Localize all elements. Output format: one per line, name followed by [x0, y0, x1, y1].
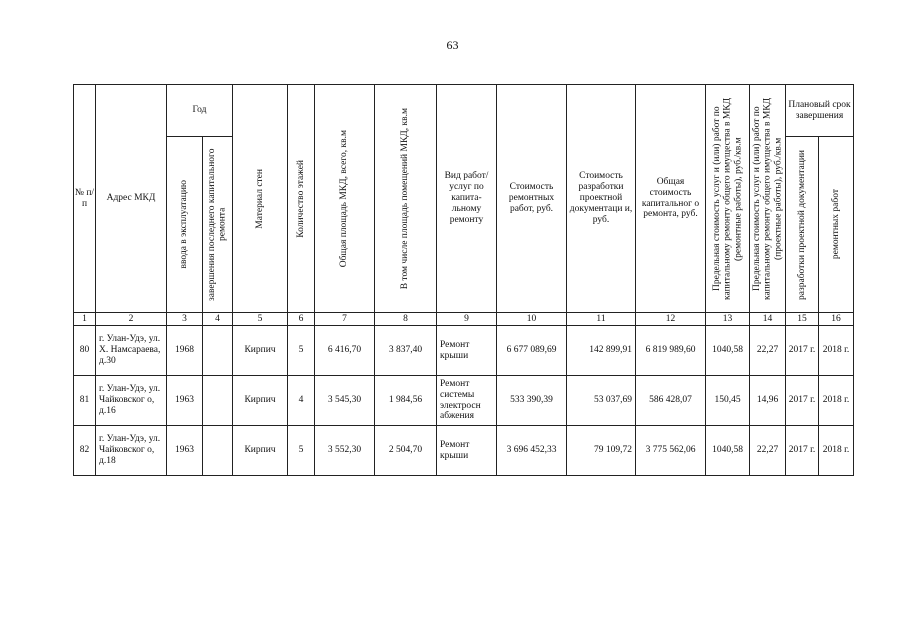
- header-limit-design: Предельная стоимость услуг и (или) работ по капитальному ремонту общего имущества в МКД (проектные работы), руб./кв.м: [750, 85, 786, 313]
- cell-total-area: 3 545,30: [315, 376, 375, 426]
- header-floors: Количество этажей: [288, 85, 315, 313]
- table-row: [74, 426, 854, 476]
- column-number: 8: [375, 313, 437, 326]
- cell-no: 81: [74, 376, 96, 426]
- header-no: № п/п: [74, 85, 96, 313]
- column-number: 10: [497, 313, 567, 326]
- cell-address: г. Улан-Удэ, ул. Х. Намсараева, д.30: [96, 326, 167, 376]
- header-planned-design: разработки проектной документации: [786, 137, 819, 313]
- header-planned-group: Плановый срок завершения: [786, 85, 854, 137]
- cell-repair-cost: 3 696 452,33: [497, 426, 567, 476]
- column-number: 12: [636, 313, 706, 326]
- column-number: 9: [437, 313, 497, 326]
- header-total-cost: Общая стоимость капитальног о ремонта, руб.: [636, 85, 706, 313]
- header-premises-area: В том числе площадь помещений МКД, кв.м: [375, 85, 437, 313]
- page-number: 63: [446, 38, 459, 52]
- cell-address: г. Улан-Удэ, ул. Чайковског о, д.16: [96, 376, 167, 426]
- cell-floors: 5: [288, 426, 315, 476]
- cell-planned-design: 2017 г.: [786, 376, 819, 426]
- cell-year-last-repair: [203, 376, 233, 426]
- cell-year-commission: 1968: [167, 326, 203, 376]
- cell-planned-design: 2017 г.: [786, 426, 819, 476]
- cell-work-type: Ремонт крыши: [437, 426, 497, 476]
- column-number: 4: [203, 313, 233, 326]
- cell-address: г. Улан-Удэ, ул. Чайковског о, д.18: [96, 426, 167, 476]
- cell-total-area: 3 552,30: [315, 426, 375, 476]
- cell-no: 82: [74, 426, 96, 476]
- cell-work-type: Ремонт крыши: [437, 326, 497, 376]
- cell-limit-repair: 150,45: [706, 376, 750, 426]
- cell-total-area: 6 416,70: [315, 326, 375, 376]
- header-wall-material: Материал стен: [233, 85, 288, 313]
- column-number: 13: [706, 313, 750, 326]
- cell-limit-design: 14,96: [750, 376, 786, 426]
- column-number: 5: [233, 313, 288, 326]
- column-number: 11: [567, 313, 636, 326]
- column-number: 14: [750, 313, 786, 326]
- header-total-area: Общая площадь МКД, всего, кв.м: [315, 85, 375, 313]
- cell-year-commission: 1963: [167, 376, 203, 426]
- cell-limit-design: 22,27: [750, 426, 786, 476]
- cell-year-last-repair: [203, 426, 233, 476]
- cell-total-cost: 6 819 989,60: [636, 326, 706, 376]
- cell-design-cost: 142 899,91: [567, 326, 636, 376]
- column-number: 7: [315, 313, 375, 326]
- cell-design-cost: 79 109,72: [567, 426, 636, 476]
- header-address: Адрес МКД: [96, 85, 167, 313]
- cell-wall-material: Кирпич: [233, 326, 288, 376]
- cell-planned-design: 2017 г.: [786, 326, 819, 376]
- header-work-type: Вид работ/ услуг по капита-льному ремонту: [437, 85, 497, 313]
- cell-year-commission: 1963: [167, 426, 203, 476]
- cell-total-cost: 586 428,07: [636, 376, 706, 426]
- header-year-commission: ввода в эксплуатацию: [167, 137, 203, 313]
- column-number: 1: [74, 313, 96, 326]
- column-numbers-row: [74, 313, 854, 326]
- cell-wall-material: Кирпич: [233, 426, 288, 476]
- cell-floors: 5: [288, 326, 315, 376]
- cell-premises-area: 3 837,40: [375, 326, 437, 376]
- cell-limit-repair: 1040,58: [706, 326, 750, 376]
- cell-repair-cost: 6 677 089,69: [497, 326, 567, 376]
- table-row: [74, 326, 854, 376]
- cell-total-cost: 3 775 562,06: [636, 426, 706, 476]
- cell-work-type: Ремонт системы электросн абжения: [437, 376, 497, 426]
- cell-planned-repair: 2018 г.: [819, 426, 854, 476]
- cell-wall-material: Кирпич: [233, 376, 288, 426]
- column-number: 6: [288, 313, 315, 326]
- cell-planned-repair: 2018 г.: [819, 326, 854, 376]
- cell-limit-repair: 1040,58: [706, 426, 750, 476]
- cell-limit-design: 22,27: [750, 326, 786, 376]
- table-row: [74, 376, 854, 426]
- cell-premises-area: 2 504,70: [375, 426, 437, 476]
- column-number: 3: [167, 313, 203, 326]
- header-limit-repair: Предельная стоимость услуг и (или) работ по капитальному ремонту общего имущества в МКД (ремонтные работы), руб./кв.м: [706, 85, 750, 313]
- header-year-group: Год: [167, 85, 233, 137]
- header-repair-cost: Стоимость ремонтных работ, руб.: [497, 85, 567, 313]
- header-year-last-repair: завершения последнего капитального ремонта: [203, 137, 233, 313]
- cell-premises-area: 1 984,56: [375, 376, 437, 426]
- column-number: 2: [96, 313, 167, 326]
- cell-repair-cost: 533 390,39: [497, 376, 567, 426]
- capital-repair-table: [73, 84, 854, 476]
- cell-no: 80: [74, 326, 96, 376]
- header-planned-repair: ремонтных работ: [819, 137, 854, 313]
- cell-planned-repair: 2018 г.: [819, 376, 854, 426]
- column-number: 16: [819, 313, 854, 326]
- column-number: 15: [786, 313, 819, 326]
- header-design-cost: Стоимость разработки проектной документаци и, руб.: [567, 85, 636, 313]
- cell-floors: 4: [288, 376, 315, 426]
- cell-year-last-repair: [203, 326, 233, 376]
- cell-design-cost: 53 037,69: [567, 376, 636, 426]
